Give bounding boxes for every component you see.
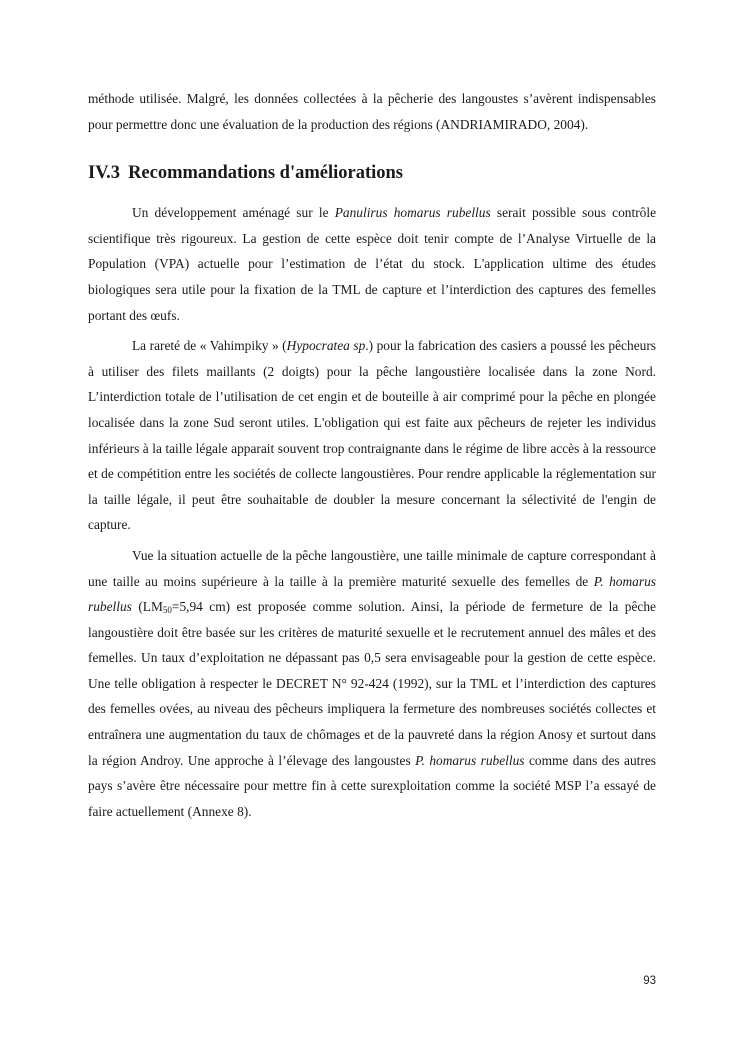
text-run: La rareté de « Vahimpiky » ( [132, 338, 287, 354]
text-run: comme dans des autres pays s’avère être nécessaire pour mettre fin à cette surexploitation comme la société MSP l’a essayé de faire actuellement (Annexe 8). [88, 752, 657, 819]
species-name: P. homarus rubellus [88, 573, 656, 615]
paragraph-development [88, 200, 656, 328]
section-heading [88, 160, 656, 186]
section-title: Recommandations d'améliorations [128, 163, 403, 184]
section-number: IV.3 [88, 163, 121, 184]
subscript: 50 [162, 605, 172, 616]
paragraph-method: méthode utilisée. Malgré, les données collectées à la pêcherie des langoustes s’avèrent indispensables pour permettre donc une évaluation de la production des régions (ANDRIAMIRADO, 2004). [88, 91, 656, 132]
text-run: Un développement aménagé sur le [132, 205, 335, 221]
paragraph-situation [88, 543, 656, 825]
document-page [88, 86, 656, 824]
text-run: (LM [131, 599, 163, 615]
paragraph-vahimpiky [88, 333, 656, 538]
species-name: P. homarus rubellus [415, 752, 525, 768]
text-run: serait possible sous contrôle scientifique très rigoureux. La gestion de cette espèce doit tenir compte de l’Analyse Virtuelle de la Population (VPA) actuelle pour l’estimation de l’état du stock. L'application ultime des études biologiques sera utile pour la fixation de la TML de capture et l’interdiction des captures des femelles portant des œufs. [88, 205, 657, 323]
text-run: Vue la situation actuelle de la pêche langoustière, une taille minimale de capture correspondant à une taille au moins supérieure à la taille à la première maturité sexuelle des femelles de [88, 547, 656, 589]
text-run: .) pour la fabrication des casiers a poussé les pêcheurs à utiliser des filets maillants (2 doigts) pour la pêche langoustière localisée dans la zone Nord. L’interdiction totale de l’utilisation de cet engin et de bouteille à air comprimé pour la pêche en plongée localisée dans la zone Sud seront utiles. L'obligation qui est faite aux pêcheurs de rejeter les individus inférieurs à la taille légale apparait souvent trop contraignante dans le régime de libre accès à la ressource et de compétition entre les sociétés de collecte langoustières. Pour rendre applicable la réglementation sur la taille légale, il peut être souhaitable de doubler la mesure concernant la sélectivité de l'engin de capture. [88, 338, 657, 533]
page-number: 93 [643, 975, 656, 987]
text-run: =5,94 cm) est proposée comme solution. Ainsi, la période de fermeture de la pêche langoustière doit être basée sur les critères de maturité sexuelle et le recrutement annuel des mâles et des femelles. Un taux d’exploitation ne dépassant pas 0,5 sera envisageable pour la gestion de cette espèce. Une telle obligation à respecter le DECRET N° 92-424 (1992), sur la TML et l’interdiction des captures des femelles ovées, au niveau des pêcheurs impliquera la fermeture des nombreuses sociétés collectes et entraînera une augmentation du taux de chômages et de la pauvreté dans la région Anosy et surtout dans la région Androy. Une approche à l’élevage des langoustes [88, 599, 656, 768]
species-name: Panulirus homarus rubellus [334, 205, 491, 221]
species-name: Hypocratea sp [286, 338, 366, 354]
